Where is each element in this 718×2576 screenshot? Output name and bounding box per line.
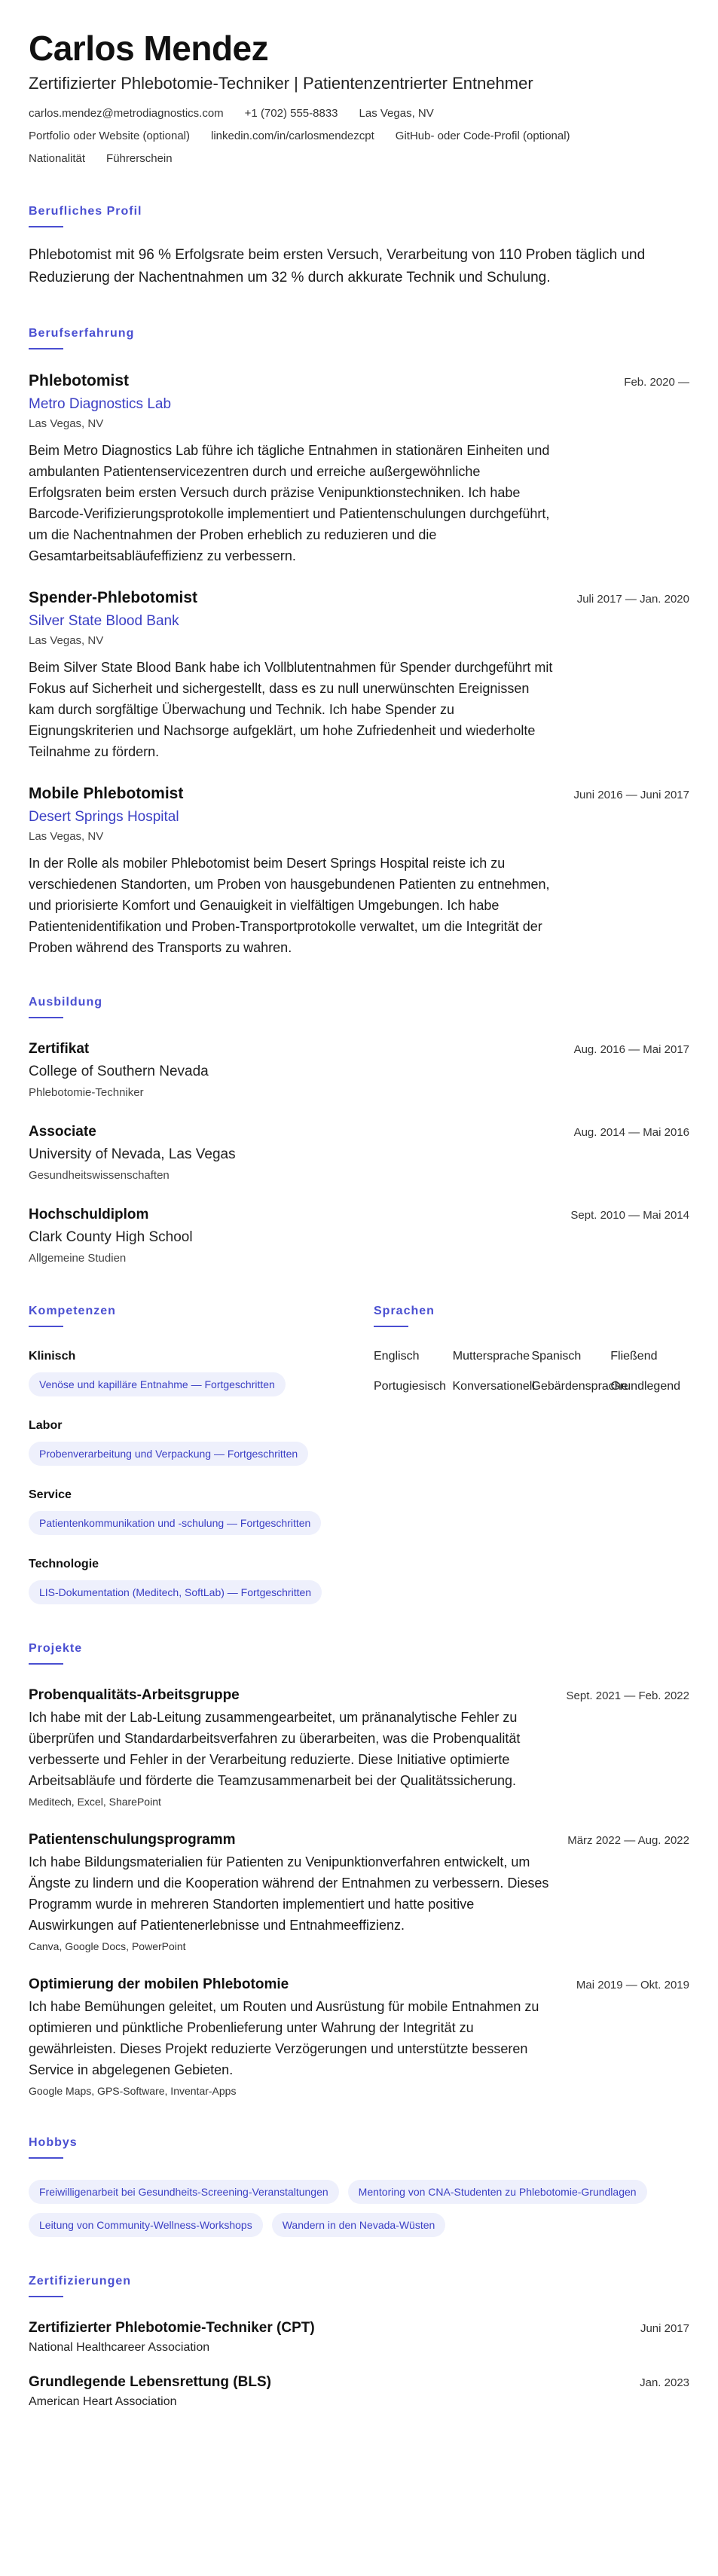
project-entry xyxy=(29,1975,689,2098)
project-tech: Meditech, Excel, SharePoint xyxy=(29,1796,161,1808)
job-title: Spender-Phlebotomist xyxy=(29,589,198,606)
education-field: Gesundheitswissenschaften xyxy=(29,1169,170,1182)
job-location: Las Vegas, NV xyxy=(29,417,104,430)
github-link[interactable]: GitHub- oder Code-Profil (optional) xyxy=(395,130,570,142)
contact-row xyxy=(29,105,689,122)
education-field: Allgemeine Studien xyxy=(29,1252,127,1265)
project-description: Ich habe Bildungsmaterialien für Patienten zu Venipunktionverfahren entwickelt, um Ängste zu lindern und die Kooperation während der Entnahmen zu verbessern. Dieses Programm wurde in mehreren Standorten implementiert und hatte positive Auswirkungen auf Patientenerlebnisse und Entnahmeeffizienz. xyxy=(29,1854,549,1933)
education-school: Clark County High School xyxy=(29,1229,193,1245)
hobby-tag: Wandern in den Nevada-Wüsten xyxy=(272,2213,446,2237)
job-company: Desert Springs Hospital xyxy=(29,809,179,825)
education-degree: Zertifikat xyxy=(29,1041,90,1057)
language-level: Muttersprache xyxy=(452,1350,530,1363)
education-dates: Aug. 2014 — Mai 2016 xyxy=(573,1126,689,1139)
certification-date: Juni 2017 xyxy=(640,2322,689,2335)
certification-name: Zertifizierter Phlebotomie-Techniker (CPT) xyxy=(29,2320,315,2336)
job-entry xyxy=(29,371,689,566)
certification-name: Grundlegende Lebensrettung (BLS) xyxy=(29,2374,271,2390)
language-name: Gebärdensprache xyxy=(531,1380,628,1393)
education-entry xyxy=(29,1039,689,1101)
project-entry xyxy=(29,1830,689,1954)
skill-group xyxy=(29,1348,345,1396)
education-dates: Aug. 2016 — Mai 2017 xyxy=(573,1043,689,1056)
job-entry xyxy=(29,588,689,762)
section-title-certifications: Zertifizierungen xyxy=(29,2275,131,2297)
profile-text: Phlebotomist mit 96 % Erfolgsrate beim ersten Versuch, Verarbeitung von 110 Proben täglich und Reduzierung der Nachentnahmen um 32 % durch akkurate Technik und Schulung. xyxy=(29,247,646,285)
project-dates: Sept. 2021 — Feb. 2022 xyxy=(566,1689,689,1702)
personal-row xyxy=(29,151,689,167)
license-text: Führerschein xyxy=(106,152,173,165)
languages-section xyxy=(374,1305,689,1604)
job-location: Las Vegas, NV xyxy=(29,634,104,647)
certification-issuer: American Heart Association xyxy=(29,2395,177,2408)
job-dates: Juli 2017 — Jan. 2020 xyxy=(576,593,689,606)
hobby-tags xyxy=(29,2171,689,2237)
hobby-tag: Mentoring von CNA-Studenten zu Phlebotomie-Grundlagen xyxy=(348,2180,647,2204)
skill-group xyxy=(29,1418,345,1466)
nationality-text: Nationalität xyxy=(29,152,86,165)
skill-tag: LIS-Dokumentation (Meditech, SoftLab) — Fortgeschritten xyxy=(29,1580,322,1604)
certification-entry xyxy=(29,2318,689,2356)
education-degree: Associate xyxy=(29,1124,96,1140)
email-link[interactable]: carlos.mendez@metrodiagnostics.com xyxy=(29,107,224,120)
section-title-hobbies: Hobbys xyxy=(29,2136,78,2159)
skill-group-label: Technologie xyxy=(29,1558,99,1570)
section-title-education: Ausbildung xyxy=(29,996,102,1018)
section-title-experience: Berufserfahrung xyxy=(29,327,134,349)
skill-group-label: Klinisch xyxy=(29,1350,76,1363)
job-dates: Feb. 2020 — xyxy=(624,376,689,389)
skills-section xyxy=(29,1305,345,1604)
education-field: Phlebotomie-Techniker xyxy=(29,1086,144,1099)
candidate-name: Carlos Mendez xyxy=(29,29,269,68)
portfolio-link[interactable]: Portfolio oder Website (optional) xyxy=(29,130,190,142)
project-title: Optimierung der mobilen Phlebotomie xyxy=(29,1976,289,1992)
profile-section xyxy=(29,205,689,289)
phone-text: +1 (702) 555-8833 xyxy=(244,107,338,120)
job-title: Mobile Phlebotomist xyxy=(29,785,184,802)
hobbies-section xyxy=(29,2136,689,2237)
language-level: Grundlegend xyxy=(610,1380,681,1393)
language-name: Portugiesisch xyxy=(374,1380,447,1393)
location-text: Las Vegas, NV xyxy=(359,107,434,120)
project-description: Ich habe Bemühungen geleitet, um Routen und Ausrüstung für mobile Entnahmen zu optimieren und pünktliche Probenlieferung unter Wahrung der Integrität zu gewährleisten. Dieses Projekt reduzierte Verzögerungen und unterstützte besseren Service in abgelegenen Gebieten. xyxy=(29,1999,539,2077)
language-level: Konversationell xyxy=(452,1380,535,1393)
experience-section xyxy=(29,327,689,958)
language-name: Spanisch xyxy=(531,1350,582,1363)
education-degree: Hochschuldiplom xyxy=(29,1207,149,1222)
education-dates: Sept. 2010 — Mai 2014 xyxy=(570,1209,689,1222)
section-title-skills: Kompetenzen xyxy=(29,1305,116,1327)
language-name: Englisch xyxy=(374,1350,420,1363)
projects-section xyxy=(29,1642,689,2098)
job-entry xyxy=(29,783,689,958)
job-company: Silver State Blood Bank xyxy=(29,613,179,629)
skill-tag: Probenverarbeitung und Verpackung — Fortgeschritten xyxy=(29,1442,308,1466)
job-company: Metro Diagnostics Lab xyxy=(29,396,172,412)
education-school: College of Southern Nevada xyxy=(29,1064,209,1079)
skill-group-label: Labor xyxy=(29,1419,63,1432)
links-row xyxy=(29,128,689,145)
skill-tag: Patientenkommunikation und -schulung — Fortgeschritten xyxy=(29,1511,321,1535)
project-tech: Canva, Google Docs, PowerPoint xyxy=(29,1940,186,1952)
education-section xyxy=(29,996,689,1267)
job-location: Las Vegas, NV xyxy=(29,830,104,843)
skill-group xyxy=(29,1487,345,1535)
education-school: University of Nevada, Las Vegas xyxy=(29,1146,236,1162)
language-row xyxy=(374,1348,689,1365)
candidate-headline: Zertifizierter Phlebotomie-Techniker | Patientenzentrierter Entnehmer xyxy=(29,74,533,93)
education-entry xyxy=(29,1205,689,1267)
project-title: Patientenschulungsprogramm xyxy=(29,1832,236,1848)
job-description: In der Rolle als mobiler Phlebotomist beim Desert Springs Hospital reiste ich zu verschiedenen Standorten, um Proben von hausgebundenen Patienten zu entnehmen, und priorisierte Komfort und Genauigkeit in vielfältigen Umgebungen. Ich habe Patientenidentifikation und Proben-Transportprotokolle verwaltet, um die Integrität der Proben während des Transports zu wahren. xyxy=(29,856,550,955)
hobby-tag: Freiwilligenarbeit bei Gesundheits-Screening-Veranstaltungen xyxy=(29,2180,339,2204)
section-title-languages: Sprachen xyxy=(374,1305,435,1327)
certification-date: Jan. 2023 xyxy=(640,2376,689,2389)
language-level: Fließend xyxy=(610,1350,658,1363)
resume-header xyxy=(29,27,689,167)
project-title: Probenqualitäts-Arbeitsgruppe xyxy=(29,1687,240,1703)
section-title-profile: Berufliches Profil xyxy=(29,205,142,227)
language-row xyxy=(374,1378,689,1395)
job-title: Phlebotomist xyxy=(29,372,130,389)
project-dates: März 2022 — Aug. 2022 xyxy=(567,1834,689,1847)
linkedin-link[interactable]: linkedin.com/in/carlosmendezcpt xyxy=(211,130,374,142)
skill-group-label: Service xyxy=(29,1488,72,1501)
project-description: Ich habe mit der Lab-Leitung zusammengearbeitet, um pränanalytische Fehler zu überprüfen und Standardarbeitsverfahren zu überarbeiten, was die Probenqualität verbesserte und Fehler in der Verarbeitung reduzierte. Diese Initiative optimierte Arbeitsabläufe und förderte die Teamzusammenarbeit bei der Qualitätssicherung. xyxy=(29,1710,521,1788)
hobby-tag: Leitung von Community-Wellness-Workshops xyxy=(29,2213,263,2237)
project-entry xyxy=(29,1686,689,1809)
job-description: Beim Metro Diagnostics Lab führe ich tägliche Entnahmen in stationären Einheiten und ambulanten Patientenservicezentren durch und erreiche außergewöhnliche Erfolgsraten beim ersten Versuch durch präzise Venipunktionstechniken. Ich habe Barcode-Verifizierungsprotokolle implementiert und Patientenschulungen durchgeführt, um die Nachentnahmen der Proben erheblich zu reduzieren und die Gesamtarbeitsabläufeffizienz zu verbessern. xyxy=(29,443,550,563)
section-title-projects: Projekte xyxy=(29,1642,82,1665)
project-dates: Mai 2019 — Okt. 2019 xyxy=(576,1979,689,1992)
job-description: Beim Silver State Blood Bank habe ich Vollblutentnahmen für Spender durchgeführt mit Fokus auf Sicherheit und sichergestellt, dass es zu null unerwünschten Ereignissen kam durch sorgfältige Überwachung und Technik. Ich habe Spender zu Eignungskriterien und Nachsorge aufgeklärt, um hohe Zufriedenheit und wiederholte Teilnahme zu fördern. xyxy=(29,660,553,759)
skills-languages-row xyxy=(29,1305,689,1604)
skill-tag: Venöse und kapilläre Entnahme — Fortgeschritten xyxy=(29,1372,286,1396)
certifications-section xyxy=(29,2275,689,2410)
certification-issuer: National Healthcareer Association xyxy=(29,2341,210,2354)
education-entry xyxy=(29,1122,689,1184)
skill-group xyxy=(29,1556,345,1604)
job-dates: Juni 2016 — Juni 2017 xyxy=(573,789,689,801)
certification-entry xyxy=(29,2373,689,2410)
project-tech: Google Maps, GPS-Software, Inventar-Apps xyxy=(29,2085,237,2097)
